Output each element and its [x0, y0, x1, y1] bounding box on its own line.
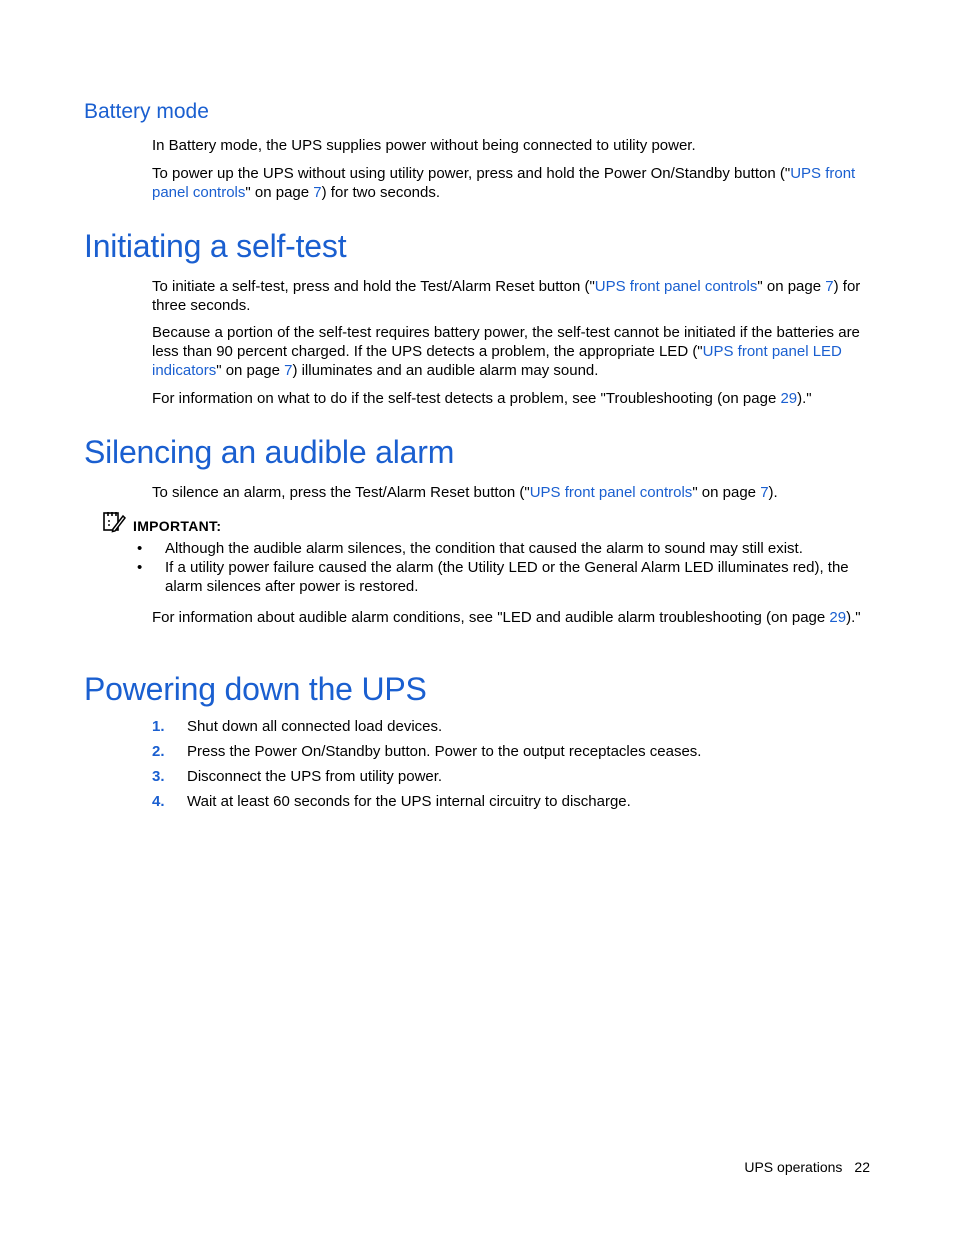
text-run: ) for three seconds.: [152, 278, 861, 314]
page-7-link[interactable]: 7: [313, 184, 322, 201]
battery-mode-paragraph-1: In Battery mode, the UPS supplies power without being connected to utility power.: [152, 137, 696, 154]
text-run: To power up the UPS without using utility power, press and hold the Power On/Standby button (": [152, 165, 791, 182]
text-run: For information about audible alarm conditions, see "LED and audible alarm troubleshooting (on page: [152, 609, 830, 626]
self-test-heading: Initiating a self-test: [84, 228, 347, 264]
text-run: " on page: [692, 484, 761, 501]
important-label: IMPORTANT:: [133, 518, 222, 534]
text-run: " on page: [757, 278, 826, 295]
step-text: Press the Power On/Standby button. Power to the output receptacles ceases.: [187, 743, 702, 760]
bullet-text: Although the audible alarm silences, the condition that caused the alarm to sound may still exist.: [165, 540, 803, 557]
text-run: ) for two seconds.: [321, 184, 441, 201]
list-item: [152, 767, 870, 792]
text-run: " on page: [216, 362, 285, 379]
list-item: [152, 792, 870, 817]
bullet-marker: •: [137, 540, 143, 557]
important-notepad-icon: [102, 510, 126, 534]
bullet-marker: •: [137, 559, 143, 576]
battery-mode-paragraph-2: [152, 164, 870, 202]
list-item: [152, 717, 870, 742]
list-item: [137, 539, 870, 558]
step-number: 2.: [152, 743, 165, 760]
ups-front-panel-led-indicators-link[interactable]: UPS front panel LED indicators: [152, 343, 842, 379]
text-run: ) illuminates and an audible alarm may sound.: [292, 362, 599, 379]
step-text: Wait at least 60 seconds for the UPS internal circuitry to discharge.: [187, 793, 631, 810]
step-number: 4.: [152, 793, 165, 810]
step-number: 1.: [152, 718, 165, 735]
self-test-paragraph-2: [152, 323, 870, 380]
text-run: For information on what to do if the self-test detects a problem, see "Troubleshooting (on page: [152, 390, 781, 407]
important-bullet-list: [137, 539, 870, 596]
list-item: [137, 558, 870, 596]
footer-section-title: UPS operations: [744, 1159, 843, 1175]
page-7-link[interactable]: 7: [284, 362, 293, 379]
ups-front-panel-controls-link[interactable]: UPS front panel controls: [529, 484, 693, 501]
text-run: To initiate a self-test, press and hold the Test/Alarm Reset button (": [152, 278, 595, 295]
silencing-heading: Silencing an audible alarm: [84, 434, 455, 470]
page-footer: [744, 1158, 870, 1176]
silencing-paragraph-1: [152, 483, 870, 502]
text-run: Because a portion of the self-test requires battery power, the self-test cannot be initiated if the batteries are less than 90 percent charged. If the UPS detects a problem, the appropriate LED (": [152, 324, 860, 360]
self-test-paragraph-1: [152, 277, 870, 315]
page-7-link[interactable]: 7: [825, 278, 834, 295]
text-run: ).: [768, 484, 778, 501]
step-text: Disconnect the UPS from utility power.: [187, 768, 443, 785]
powering-down-steps: [152, 717, 870, 817]
step-number: 3.: [152, 768, 165, 785]
text-run: " on page: [245, 184, 314, 201]
powering-down-heading: Powering down the UPS: [84, 671, 427, 707]
ups-front-panel-controls-link[interactable]: UPS front panel controls: [152, 165, 856, 201]
footer-page-number: 22: [854, 1159, 870, 1175]
page-29-link[interactable]: 29: [829, 609, 847, 626]
text-run: To silence an alarm, press the Test/Alarm Reset button (": [152, 484, 530, 501]
page-7-link[interactable]: 7: [760, 484, 769, 501]
text-run: ).": [846, 609, 861, 626]
ups-front-panel-controls-link[interactable]: UPS front panel controls: [594, 278, 758, 295]
battery-mode-heading: Battery mode: [84, 100, 209, 123]
step-text: Shut down all connected load devices.: [187, 718, 443, 735]
self-test-paragraph-3: [152, 389, 870, 408]
text-run: ).": [797, 390, 812, 407]
list-item: [152, 742, 870, 767]
page-29-link[interactable]: 29: [780, 390, 798, 407]
silencing-paragraph-2: [152, 608, 870, 627]
bullet-text: If a utility power failure caused the alarm (the Utility LED or the General Alarm LED illuminates red), the alarm silences after power is restored.: [165, 559, 849, 595]
